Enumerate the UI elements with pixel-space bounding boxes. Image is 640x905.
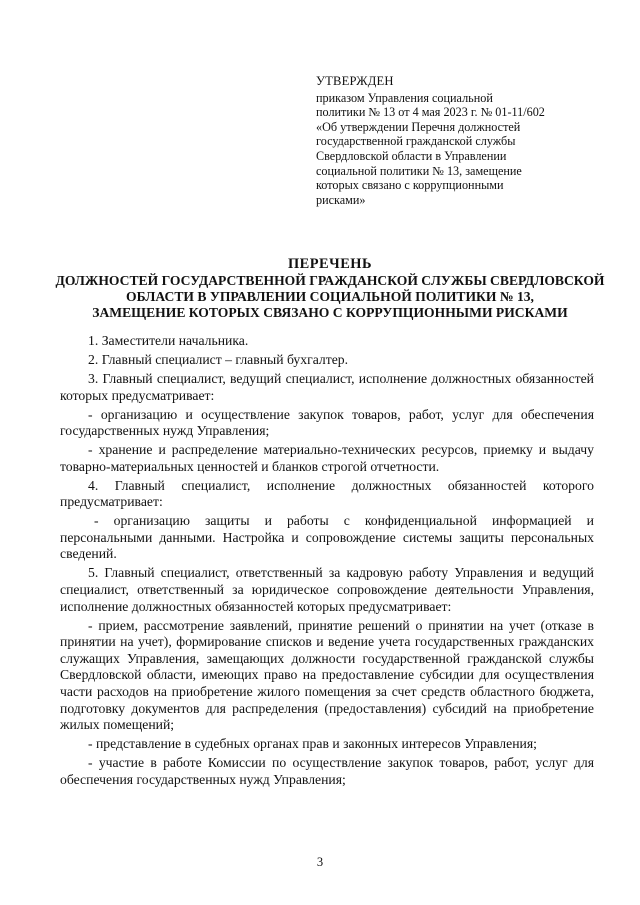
page-number: 3 [316,855,324,869]
title-line: ЗАМЕЩЕНИЕ КОТОРЫХ СВЯЗАНО С КОРРУПЦИОННЫМИ РИСКАМИ [92,305,568,320]
list-subitem: - представление в судебных органах прав и законных интересов Управления; [88,736,537,752]
approval-line: государственной гражданской службы [316,134,516,149]
approval-heading: УТВЕРЖДЕН [316,74,394,88]
approval-line: «Об утверждении Перечня должностей [316,119,521,134]
document-title [40,256,620,321]
list-item: 4. Главный специалист, исполнение должностных обязанностей которого предусматривает: [60,477,594,510]
list-item: 3. Главный специалист, ведущий специалист, исполнение должностных обязанностей которых предусматривает: [60,370,594,403]
approval-line: рисками» [316,192,366,207]
list-subitem: - хранение и распределение материально-технических ресурсов, приемку и выдачу товарно-материальных ценностей и бланков строгой отчетности. [60,442,594,474]
list-item: 1. Заместители начальника. [88,333,249,348]
document-body [60,333,594,788]
list-subitem: - организацию защиты и работы с конфиденциальной информацией и персональными данными. Настройка и сопровождение системы защиты персональных сведений. [60,513,594,562]
approval-line: Свердловской области в Управлении [316,148,507,163]
approval-line: социальной политики № 13, замещение [316,163,522,178]
title-line: ДОЛЖНОСТЕЙ ГОСУДАРСТВЕННОЙ ГРАЖДАНСКОЙ СЛУЖБЫ СВЕРДЛОВСКОЙ [55,273,605,288]
list-item: 5. Главный специалист, ответственный за кадровую работу Управления и ведущий специалист, ответственный за юридическое сопровождение деятельности Управления, исполнение должностных обязанностей которых предусматривает: [60,565,594,614]
approval-line: политики № 13 от 4 мая 2023 г. № 01-11/602 [316,105,545,120]
approval-stamp [316,74,616,207]
list-subitem: - прием, рассмотрение заявлений, принятие решений о принятии на учет (отказе в принятии на учет), формирование списков и ведение учета государственных гражданских служащих Управления, замещающих должности государственной гражданской службы Свердловской области, имеющих право на предоставление субсидии для осуществления части расходов на приобретение жилого помещения за счет средств областного бюджета, подготовку документов для распределения (предоставления) субсидий на приобретение жилых помещений; [60,617,594,733]
approval-line: которых связано с коррупционными [316,178,504,193]
list-subitem: - участие в работе Комиссии по осуществление закупок товаров, работ, услуг для обеспечения государственных нужд Управления; [60,755,594,787]
title-main: ПЕРЕЧЕНЬ [287,256,373,272]
approval-line: приказом Управления социальной [316,90,493,105]
title-line: ОБЛАСТИ В УПРАВЛЕНИИ СОЦИАЛЬНОЙ ПОЛИТИКИ № 13, [126,289,534,304]
list-item: 2. Главный специалист – главный бухгалтер. [88,351,349,367]
list-subitem: - организацию и осуществление закупок товаров, работ, услуг для обеспечения государственных нужд Управления; [60,406,594,439]
